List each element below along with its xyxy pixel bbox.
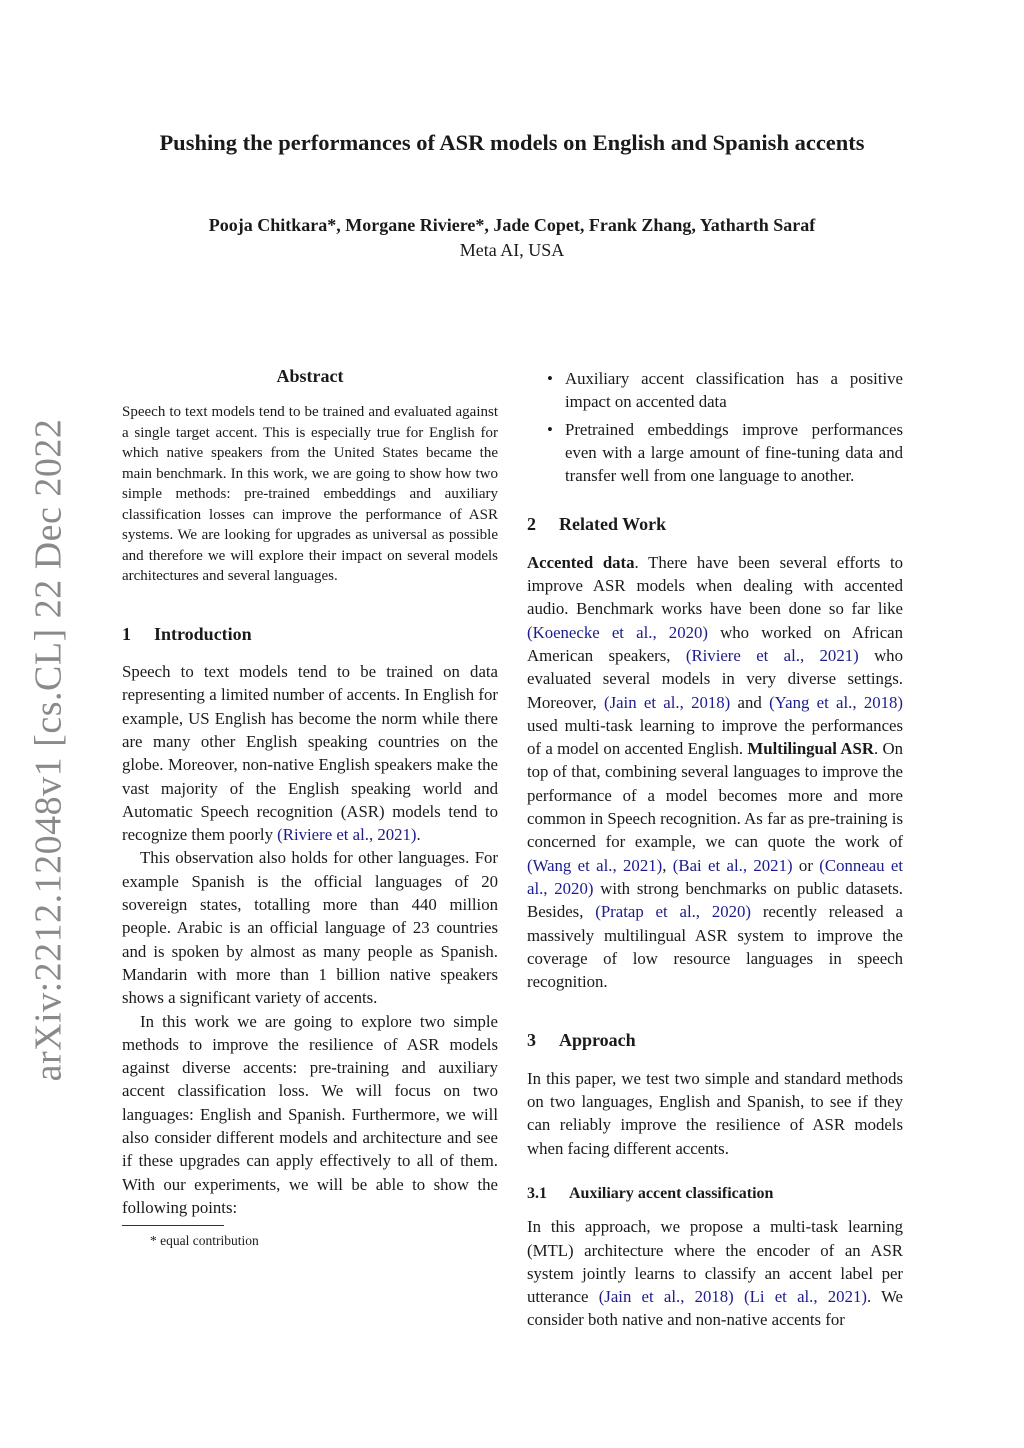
contribution-list bbox=[527, 367, 903, 487]
section-number: 2 bbox=[527, 514, 536, 535]
citation-link[interactable]: (Wang et al., 2021) bbox=[527, 855, 663, 875]
footnote-divider bbox=[122, 1225, 224, 1226]
intro-paragraph-3: In this work we are going to explore two simple methods to improve the resilience of ASR models against diverse accents: pre-training and auxiliary accent classification loss. We will focus on two languages: English and Spanish. Furthermore, we will also consider different models and architecture and see if these upgrades can apply effectively to all of them. With our experiments, we will be able to show the following points: bbox=[122, 1011, 498, 1217]
section-number: 1 bbox=[122, 623, 131, 644]
paragraph-text: . There have been several efforts to improve ASR models when dealing with accented audio. Benchmark works have been done so far like bbox=[527, 552, 903, 619]
related-work-paragraph bbox=[527, 551, 903, 994]
citation-link[interactable]: (Li et al., 2021) bbox=[744, 1287, 867, 1307]
citation-link[interactable]: (Jain et al., 2018) bbox=[598, 1287, 734, 1307]
section-heading-related-work bbox=[527, 513, 903, 536]
subsection-heading-auxiliary-accent-classification bbox=[527, 1182, 903, 1205]
paper-title: Pushing the performances of ASR models on English and Spanish accents bbox=[159, 130, 865, 155]
paragraph-text: used multi-task learning to improve the performances of a model on accented English. bbox=[527, 715, 903, 759]
subsection-title: Auxiliary accent classification bbox=[569, 1184, 774, 1202]
right-column bbox=[527, 367, 903, 1332]
arxiv-stamp bbox=[23, 418, 73, 1082]
paragraph-text: recently released a massively multilingual ASR system to improve the coverage of low resource languages in speech recognition. bbox=[527, 902, 903, 992]
section-title: Introduction bbox=[154, 623, 252, 644]
footnote: * equal contribution bbox=[150, 1233, 259, 1249]
abstract-body: Speech to text models tend to be trained and evaluated against a single target accent. This is especially true for English for which native speakers from the United States became the main benchmark. In this work, we are going to show how two simple methods: pre-trained embeddings and auxiliary classification losses can improve the performance of ASR systems. We are looking for upgrades as universal as possible and therefore we will explore their impact on several models architectures and several languages. bbox=[122, 404, 498, 585]
paragraph-text: with strong benchmarks on public datasets. Besides, bbox=[527, 878, 903, 922]
paragraph-text: . On top of that, combining several languages to improve the performance of a model becomes more and more common in Speech recognition. As far as pre-training is concerned for example, we can quote the work of bbox=[527, 739, 903, 852]
left-column bbox=[122, 365, 498, 1250]
paragraph-text: Speech to text models tend to be trained on data representing a limited number of accents. In English for example, US English has become the norm while there are many other English speaking countries on the globe. Moreover, non-native English speakers make the vast majority of the English speaking world and Automatic Speech recognition (ASR) models tend to recognize them poorly bbox=[122, 662, 498, 845]
approach-paragraph-2 bbox=[527, 1215, 903, 1331]
abstract-heading: Abstract bbox=[276, 366, 344, 386]
arxiv-id: arXiv:2212.12048v1 [cs.CL] 22 Dec 2022 bbox=[27, 418, 69, 1082]
list-item-text: Auxiliary accent classification has a positive impact on accented data bbox=[565, 369, 903, 412]
citation-link[interactable]: (Bai et al., 2021) bbox=[672, 855, 793, 875]
paragraph-text: . bbox=[416, 825, 421, 845]
paragraph-text: , bbox=[662, 855, 673, 875]
intro-paragraph-2: This observation also holds for other languages. For example Spanish is the official languages of 20 sovereign states, totalling more than 440 million people. Arabic is an official language of 23 countries and is spoken by almost as many people as Spanish. Mandarin with more than 1 billion native speakers shows a significant variety of accents. bbox=[122, 848, 498, 1008]
bullet-glyph: • bbox=[547, 419, 553, 439]
author-list: Pooja Chitkara*, Morgane Riviere*, Jade Copet, Frank Zhang, Yatharth Saraf bbox=[208, 215, 816, 235]
paragraph-text: and bbox=[730, 692, 770, 712]
section-number: 3 bbox=[527, 1030, 536, 1051]
paragraph-text: In this approach, we propose a multi-task learning (MTL) architecture where the encoder of an ASR system jointly learns to classify an accent label per utterance bbox=[527, 1217, 903, 1307]
paragraph-text: who worked on African American speakers, bbox=[527, 622, 903, 665]
bullet-glyph: • bbox=[547, 369, 553, 388]
list-item bbox=[527, 367, 903, 414]
citation-link[interactable]: (Yang et al., 2018) bbox=[769, 692, 903, 712]
intro-paragraph-1 bbox=[122, 660, 498, 846]
paragraph-text bbox=[734, 1287, 744, 1306]
list-item bbox=[527, 418, 903, 488]
section-title: Approach bbox=[559, 1030, 636, 1051]
paragraph-text: . We consider both native and non-native accents for bbox=[527, 1287, 904, 1330]
citation-link[interactable]: (Conneau et al., 2020) bbox=[527, 855, 904, 898]
section-heading-introduction bbox=[122, 623, 498, 646]
citation-link[interactable]: (Pratap et al., 2020) bbox=[595, 902, 751, 922]
list-item-text: Pretrained embeddings improve performances even with a large amount of fine-tuning data and transfer well from one language to another. bbox=[565, 419, 903, 486]
citation-link[interactable]: (Riviere et al., 2021) bbox=[685, 645, 859, 665]
citation-link[interactable]: (Riviere et al., 2021) bbox=[277, 825, 417, 845]
run-in-heading: Accented data bbox=[527, 552, 635, 572]
section-title: Related Work bbox=[559, 514, 667, 535]
citation-link[interactable]: (Koenecke et al., 2020) bbox=[527, 622, 708, 642]
subsection-number: 3.1 bbox=[527, 1184, 547, 1202]
citation-link[interactable]: (Jain et al., 2018) bbox=[603, 692, 731, 712]
approach-paragraph-1: In this paper, we test two simple and standard methods on two languages, English and Spanish, to see if they can reliably improve the resilience of ASR models when facing different accents. bbox=[527, 1068, 903, 1158]
run-in-heading: Multilingual ASR bbox=[747, 739, 874, 759]
section-heading-approach bbox=[527, 1029, 903, 1052]
affiliation: Meta AI, USA bbox=[459, 240, 565, 260]
paragraph-text: or bbox=[792, 855, 820, 875]
paragraph-text: who evaluated several models in very diverse settings. Moreover, bbox=[527, 645, 903, 712]
